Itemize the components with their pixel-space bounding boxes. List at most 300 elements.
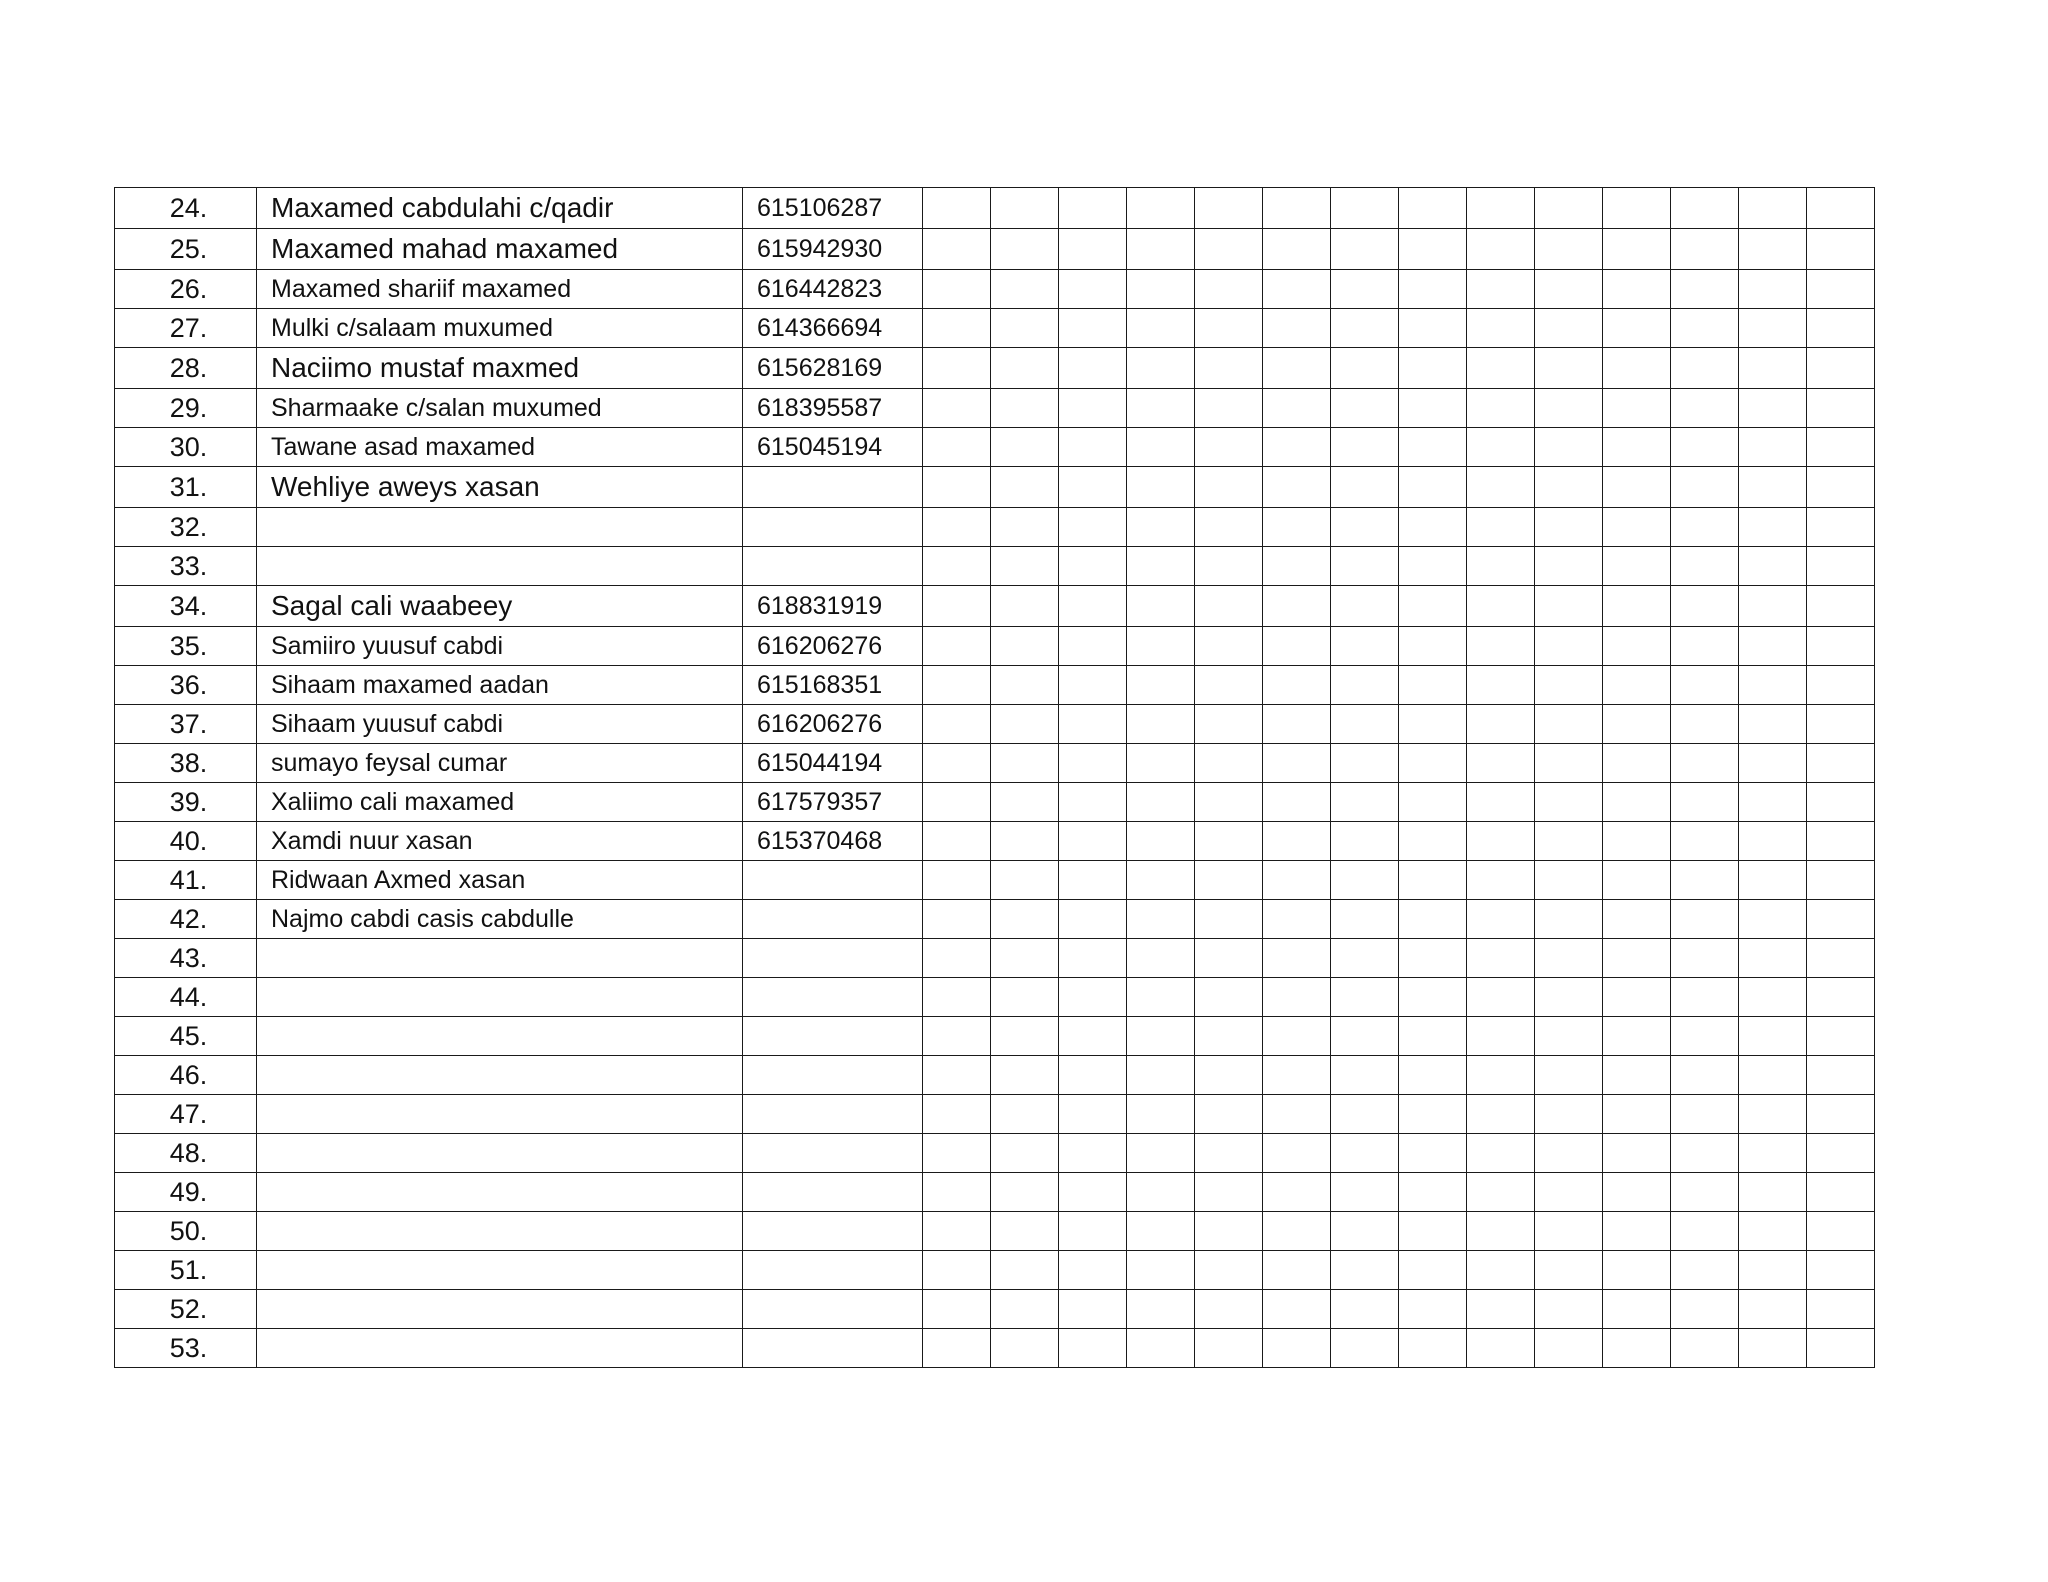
attendance-mark-cell [1671,861,1739,900]
student-name: Wehliye aweys xasan [257,467,743,508]
attendance-mark-cell [923,1329,991,1368]
attendance-mark-cell [1331,229,1399,270]
attendance-mark-cell [1807,547,1875,586]
attendance-mark-cell [1195,783,1263,822]
student-name [257,939,743,978]
attendance-mark-cell [1195,348,1263,389]
attendance-mark-cell [1739,508,1807,547]
table-row [115,627,1875,666]
attendance-mark-cell [1671,1251,1739,1290]
attendance-mark-cell [1127,428,1195,467]
attendance-mark-cell [1195,900,1263,939]
attendance-mark-cell [1399,389,1467,428]
row-number: 26. [115,270,257,309]
phone-number [743,1173,923,1212]
attendance-mark-cell [1807,1095,1875,1134]
attendance-mark-cell [1127,666,1195,705]
attendance-mark-cell [1739,188,1807,229]
attendance-mark-cell [991,939,1059,978]
phone-number: 615628169 [743,348,923,389]
attendance-mark-cell [923,705,991,744]
attendance-mark-cell [1739,348,1807,389]
attendance-mark-cell [1263,1056,1331,1095]
attendance-mark-cell [1603,389,1671,428]
attendance-mark-cell [1059,666,1127,705]
attendance-mark-cell [1059,309,1127,348]
attendance-mark-cell [1399,1329,1467,1368]
attendance-mark-cell [923,229,991,270]
attendance-mark-cell [1535,1017,1603,1056]
attendance-mark-cell [1807,1056,1875,1095]
attendance-mark-cell [991,1212,1059,1251]
phone-number [743,547,923,586]
attendance-mark-cell [1467,1290,1535,1329]
row-number: 39. [115,783,257,822]
attendance-mark-cell [1127,1329,1195,1368]
attendance-mark-cell [1331,309,1399,348]
attendance-mark-cell [1127,188,1195,229]
attendance-mark-cell [991,270,1059,309]
attendance-mark-cell [1535,348,1603,389]
attendance-mark-cell [1263,508,1331,547]
attendance-mark-cell [1127,627,1195,666]
attendance-mark-cell [1535,309,1603,348]
row-number: 48. [115,1134,257,1173]
attendance-mark-cell [1739,428,1807,467]
attendance-mark-cell [1467,939,1535,978]
table-row [115,1095,1875,1134]
attendance-mark-cell [1467,783,1535,822]
attendance-mark-cell [1331,978,1399,1017]
student-name [257,1212,743,1251]
table-row [115,229,1875,270]
attendance-mark-cell [923,309,991,348]
attendance-mark-cell [1671,1329,1739,1368]
table-row [115,586,1875,627]
attendance-mark-cell [1467,1095,1535,1134]
phone-number [743,1095,923,1134]
row-number: 47. [115,1095,257,1134]
attendance-mark-cell [1603,1017,1671,1056]
attendance-mark-cell [1059,861,1127,900]
attendance-mark-cell [991,309,1059,348]
attendance-mark-cell [1331,1017,1399,1056]
attendance-mark-cell [1671,1212,1739,1251]
attendance-mark-cell [1739,939,1807,978]
table-row [115,822,1875,861]
attendance-mark-cell [1331,270,1399,309]
attendance-mark-cell [1331,783,1399,822]
attendance-mark-cell [1739,861,1807,900]
attendance-mark-cell [1739,389,1807,428]
attendance-mark-cell [1195,705,1263,744]
attendance-mark-cell [1331,939,1399,978]
attendance-mark-cell [1399,1212,1467,1251]
attendance-mark-cell [1195,1212,1263,1251]
attendance-mark-cell [1127,861,1195,900]
attendance-mark-cell [1535,508,1603,547]
attendance-mark-cell [1807,1290,1875,1329]
attendance-mark-cell [1399,508,1467,547]
attendance-mark-cell [991,348,1059,389]
attendance-mark-cell [991,1290,1059,1329]
attendance-mark-cell [1059,939,1127,978]
attendance-mark-cell [1263,666,1331,705]
attendance-mark-cell [1263,309,1331,348]
attendance-mark-cell [1739,229,1807,270]
attendance-mark-cell [1263,822,1331,861]
student-name [257,508,743,547]
attendance-mark-cell [923,547,991,586]
table-row [115,270,1875,309]
table-row [115,783,1875,822]
attendance-mark-cell [1059,1134,1127,1173]
table-row [115,188,1875,229]
attendance-mark-cell [1059,705,1127,744]
attendance-mark-cell [991,1134,1059,1173]
attendance-mark-cell [991,627,1059,666]
attendance-mark-cell [923,508,991,547]
attendance-mark-cell [1603,900,1671,939]
attendance-mark-cell [1059,389,1127,428]
phone-number: 618395587 [743,389,923,428]
attendance-mark-cell [1671,744,1739,783]
attendance-mark-cell [1399,1056,1467,1095]
attendance-mark-cell [1671,822,1739,861]
attendance-mark-cell [1807,229,1875,270]
attendance-mark-cell [1467,627,1535,666]
attendance-mark-cell [1739,586,1807,627]
attendance-mark-cell [1603,1173,1671,1212]
attendance-mark-cell [1059,978,1127,1017]
attendance-mark-cell [991,229,1059,270]
attendance-mark-cell [1263,1173,1331,1212]
phone-number: 615106287 [743,188,923,229]
attendance-mark-cell [1399,428,1467,467]
attendance-mark-cell [1331,861,1399,900]
attendance-mark-cell [991,1329,1059,1368]
attendance-mark-cell [923,1251,991,1290]
attendance-mark-cell [1671,348,1739,389]
row-number: 38. [115,744,257,783]
phone-number [743,1251,923,1290]
row-number: 37. [115,705,257,744]
phone-number: 617579357 [743,783,923,822]
attendance-mark-cell [1127,978,1195,1017]
attendance-mark-cell [1467,467,1535,508]
attendance-mark-cell [1467,978,1535,1017]
attendance-mark-cell [1535,1095,1603,1134]
attendance-mark-cell [1807,666,1875,705]
attendance-mark-cell [1263,1251,1331,1290]
attendance-mark-cell [1399,467,1467,508]
attendance-mark-cell [1467,1017,1535,1056]
attendance-mark-cell [1263,389,1331,428]
phone-number [743,508,923,547]
phone-number [743,1017,923,1056]
student-name: Samiiro yuusuf cabdi [257,627,743,666]
attendance-mark-cell [1739,547,1807,586]
attendance-mark-cell [1263,939,1331,978]
attendance-mark-cell [1535,229,1603,270]
attendance-mark-cell [1263,348,1331,389]
attendance-mark-cell [1399,1095,1467,1134]
row-number: 30. [115,428,257,467]
attendance-mark-cell [991,1251,1059,1290]
table-row [115,1329,1875,1368]
attendance-mark-cell [1263,229,1331,270]
attendance-mark-cell [1739,1251,1807,1290]
attendance-mark-cell [1467,188,1535,229]
table-row [115,666,1875,705]
attendance-mark-cell [1603,1290,1671,1329]
attendance-mark-cell [1671,978,1739,1017]
attendance-mark-cell [1195,744,1263,783]
attendance-mark-cell [1331,389,1399,428]
attendance-mark-cell [1535,586,1603,627]
table-row [115,467,1875,508]
attendance-mark-cell [1195,229,1263,270]
phone-number [743,861,923,900]
attendance-mark-cell [1331,1212,1399,1251]
attendance-mark-cell [1059,1329,1127,1368]
attendance-mark-cell [1127,1056,1195,1095]
attendance-mark-cell [991,861,1059,900]
attendance-mark-cell [1127,1017,1195,1056]
attendance-mark-cell [923,428,991,467]
attendance-mark-cell [1807,467,1875,508]
attendance-mark-cell [1603,586,1671,627]
attendance-mark-cell [1195,978,1263,1017]
attendance-mark-cell [1467,1173,1535,1212]
student-name [257,1134,743,1173]
attendance-mark-cell [1807,1251,1875,1290]
table-row [115,389,1875,428]
attendance-mark-cell [1603,1251,1671,1290]
attendance-mark-cell [1127,547,1195,586]
phone-number [743,900,923,939]
attendance-mark-cell [1059,188,1127,229]
attendance-mark-cell [1263,188,1331,229]
attendance-mark-cell [1603,428,1671,467]
attendance-mark-cell [1535,1290,1603,1329]
attendance-mark-cell [1739,978,1807,1017]
attendance-mark-cell [991,389,1059,428]
attendance-mark-cell [1195,1251,1263,1290]
attendance-mark-cell [1399,1017,1467,1056]
attendance-mark-cell [1059,783,1127,822]
attendance-mark-cell [1399,900,1467,939]
attendance-mark-cell [991,666,1059,705]
attendance-mark-cell [1059,900,1127,939]
phone-number [743,1056,923,1095]
attendance-mark-cell [1467,1329,1535,1368]
attendance-mark-cell [1671,1290,1739,1329]
attendance-mark-cell [1263,861,1331,900]
attendance-mark-cell [1671,627,1739,666]
attendance-mark-cell [1127,348,1195,389]
table-row [115,1017,1875,1056]
attendance-mark-cell [1059,348,1127,389]
attendance-mark-cell [1059,270,1127,309]
row-number: 29. [115,389,257,428]
phone-number [743,978,923,1017]
attendance-mark-cell [1331,900,1399,939]
table-row [115,1134,1875,1173]
attendance-mark-cell [923,1134,991,1173]
attendance-mark-cell [923,627,991,666]
phone-number: 615045194 [743,428,923,467]
row-number: 27. [115,309,257,348]
attendance-mark-cell [1671,1056,1739,1095]
attendance-mark-cell [1399,861,1467,900]
attendance-mark-cell [1331,1251,1399,1290]
attendance-mark-cell [923,586,991,627]
attendance-mark-cell [923,1173,991,1212]
row-number: 43. [115,939,257,978]
attendance-mark-cell [1807,978,1875,1017]
attendance-mark-cell [1059,1173,1127,1212]
attendance-mark-cell [1671,1173,1739,1212]
attendance-mark-cell [1127,467,1195,508]
attendance-mark-cell [1467,547,1535,586]
table-row [115,1056,1875,1095]
attendance-mark-cell [1807,939,1875,978]
attendance-mark-cell [1807,705,1875,744]
attendance-mark-cell [1603,783,1671,822]
phone-number: 615044194 [743,744,923,783]
phone-number: 615370468 [743,822,923,861]
attendance-mark-cell [1263,705,1331,744]
attendance-mark-cell [1331,467,1399,508]
attendance-mark-cell [991,467,1059,508]
attendance-mark-cell [1603,270,1671,309]
student-name: Maxamed cabdulahi c/qadir [257,188,743,229]
attendance-mark-cell [991,1173,1059,1212]
row-number: 45. [115,1017,257,1056]
attendance-mark-cell [1467,586,1535,627]
attendance-mark-cell [1263,428,1331,467]
phone-number: 616206276 [743,705,923,744]
attendance-mark-cell [1263,1134,1331,1173]
attendance-mark-cell [1059,627,1127,666]
attendance-mark-cell [1331,547,1399,586]
attendance-mark-cell [1535,389,1603,428]
attendance-mark-cell [1331,1290,1399,1329]
phone-number: 618831919 [743,586,923,627]
attendance-mark-cell [1467,1056,1535,1095]
attendance-mark-cell [1127,586,1195,627]
attendance-mark-cell [1195,1056,1263,1095]
student-name: Sharmaake c/salan muxumed [257,389,743,428]
attendance-mark-cell [1535,705,1603,744]
student-name: Sihaam maxamed aadan [257,666,743,705]
attendance-mark-cell [923,978,991,1017]
student-name: Sihaam yuusuf cabdi [257,705,743,744]
attendance-mark-cell [1127,270,1195,309]
attendance-mark-cell [1739,1134,1807,1173]
attendance-mark-cell [1807,744,1875,783]
row-number: 53. [115,1329,257,1368]
attendance-mark-cell [1331,1173,1399,1212]
attendance-mark-cell [1127,1173,1195,1212]
table-row [115,547,1875,586]
attendance-mark-cell [1603,744,1671,783]
attendance-mark-cell [1399,547,1467,586]
attendance-mark-cell [1399,1251,1467,1290]
attendance-mark-cell [1399,1290,1467,1329]
phone-number [743,939,923,978]
attendance-mark-cell [1535,188,1603,229]
attendance-mark-cell [1059,744,1127,783]
student-name: Maxamed shariif maxamed [257,270,743,309]
phone-number [743,1134,923,1173]
row-number: 25. [115,229,257,270]
attendance-mark-cell [1059,547,1127,586]
attendance-mark-cell [1059,229,1127,270]
attendance-mark-cell [1195,1017,1263,1056]
attendance-mark-cell [1535,1329,1603,1368]
row-number: 49. [115,1173,257,1212]
student-name: Maxamed mahad maxamed [257,229,743,270]
attendance-mark-cell [1671,939,1739,978]
attendance-mark-cell [1671,229,1739,270]
attendance-mark-cell [1467,389,1535,428]
attendance-mark-cell [1399,744,1467,783]
attendance-mark-cell [1739,666,1807,705]
attendance-mark-cell [1399,822,1467,861]
student-name [257,1329,743,1368]
table-row [115,861,1875,900]
attendance-mark-cell [1603,978,1671,1017]
attendance-mark-cell [1467,270,1535,309]
attendance-mark-cell [1739,1290,1807,1329]
attendance-mark-cell [923,1212,991,1251]
attendance-mark-cell [991,428,1059,467]
attendance-mark-cell [1807,270,1875,309]
table-row [115,1212,1875,1251]
row-number: 52. [115,1290,257,1329]
attendance-mark-cell [923,822,991,861]
attendance-mark-cell [1467,666,1535,705]
attendance-mark-cell [1603,627,1671,666]
attendance-mark-cell [1059,1017,1127,1056]
row-number: 36. [115,666,257,705]
attendance-mark-cell [1195,666,1263,705]
attendance-mark-cell [1807,822,1875,861]
attendance-mark-cell [1263,467,1331,508]
attendance-mark-cell [1263,270,1331,309]
attendance-mark-cell [1263,586,1331,627]
student-name: Xamdi nuur xasan [257,822,743,861]
table-row [115,1173,1875,1212]
attendance-mark-cell [1535,547,1603,586]
attendance-mark-cell [1671,586,1739,627]
attendance-mark-cell [1195,1173,1263,1212]
attendance-mark-cell [1467,744,1535,783]
attendance-mark-cell [1331,348,1399,389]
attendance-mark-cell [1535,978,1603,1017]
attendance-mark-cell [1399,939,1467,978]
attendance-mark-cell [1059,428,1127,467]
attendance-mark-cell [1603,861,1671,900]
attendance-mark-cell [1399,309,1467,348]
attendance-mark-cell [1671,705,1739,744]
attendance-mark-cell [1059,1251,1127,1290]
attendance-mark-cell [923,1290,991,1329]
attendance-mark-cell [1399,705,1467,744]
attendance-mark-cell [1059,1095,1127,1134]
